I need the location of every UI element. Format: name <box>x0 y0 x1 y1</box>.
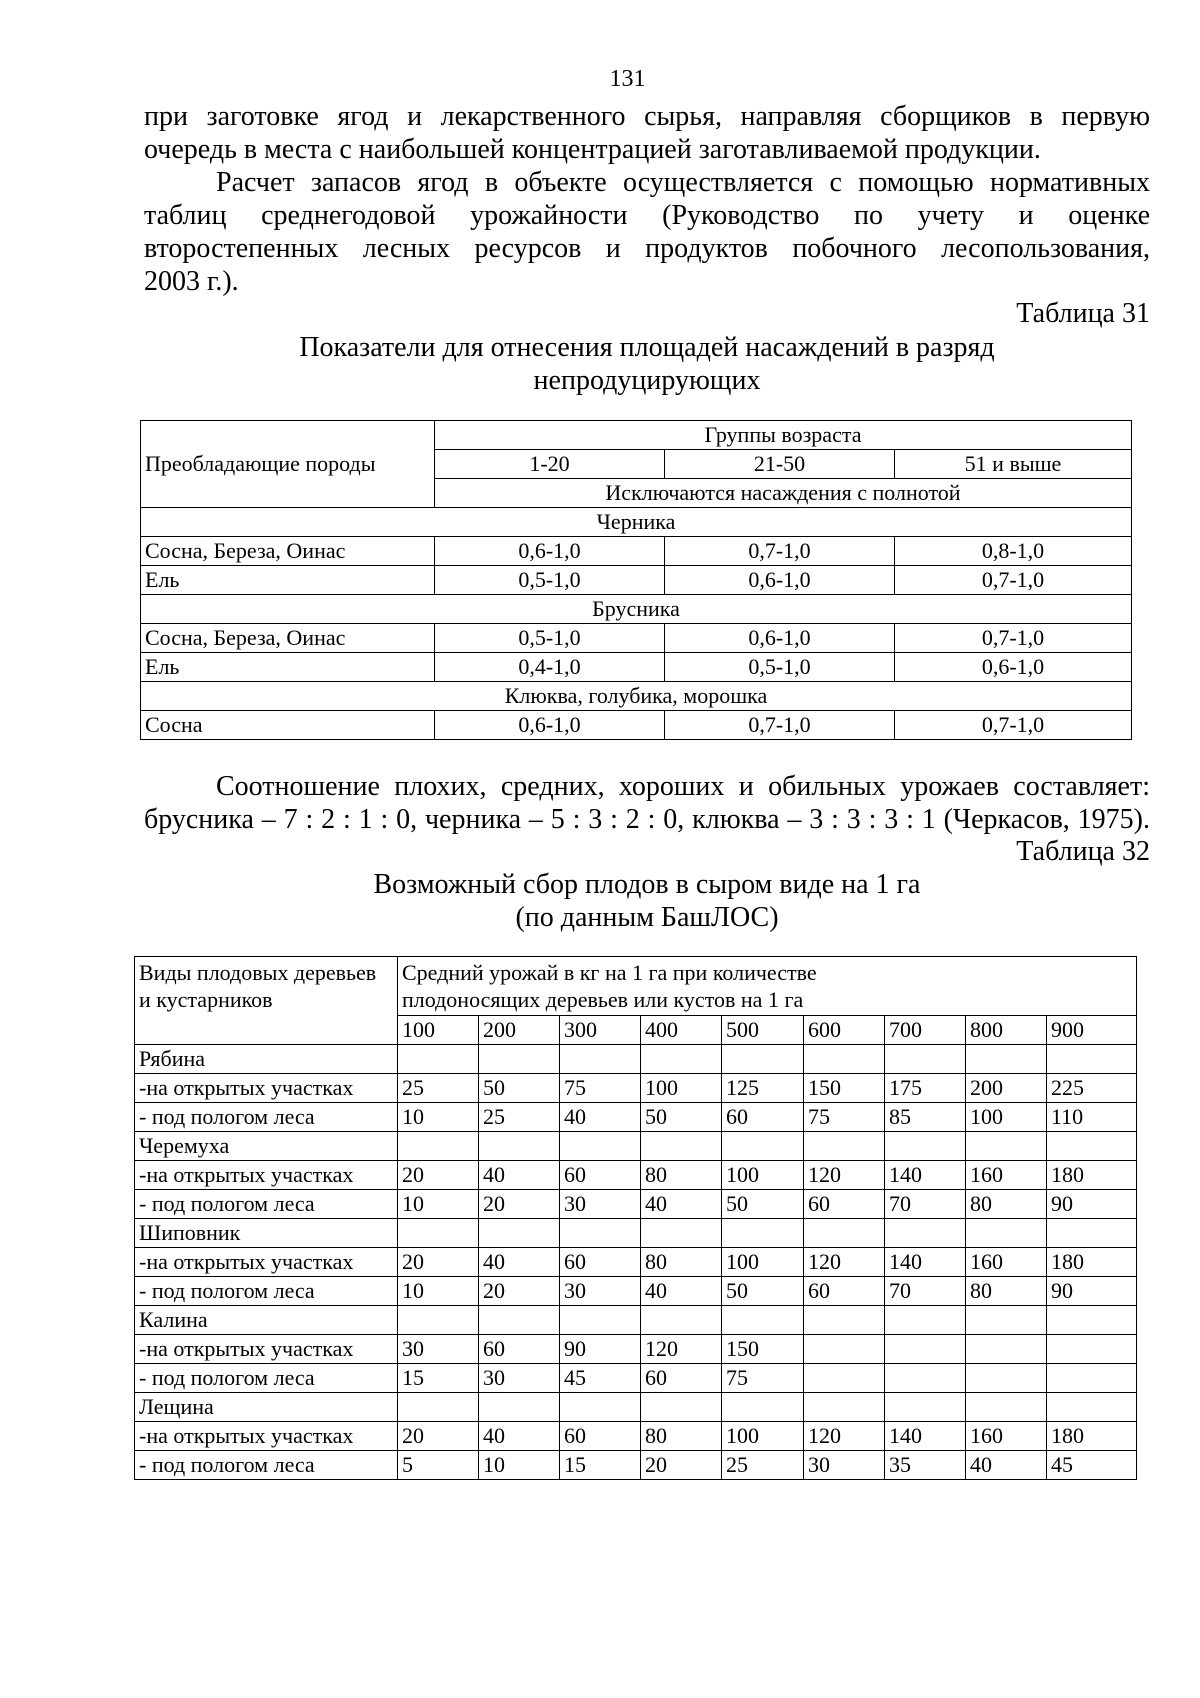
section-header: Брусника <box>141 595 1132 624</box>
species-cell: Сосна, Береза, Оинас <box>141 537 435 566</box>
value-cell: 140 <box>885 1248 966 1277</box>
value-cell <box>804 1335 885 1364</box>
value-cell: 100 <box>966 1103 1047 1132</box>
value-cell <box>1047 1364 1137 1393</box>
value-cell: 100 <box>641 1074 722 1103</box>
table-row <box>135 1074 1137 1103</box>
age-group-header: 21-50 <box>665 450 895 479</box>
age-group-header: 1-20 <box>435 450 665 479</box>
sub-header: Исключаются насаждения с полнотой <box>435 479 1132 508</box>
group-header: Группы возраста <box>435 421 1132 450</box>
value-cell: 10 <box>398 1190 479 1219</box>
empty-cell <box>641 1132 722 1161</box>
empty-cell <box>560 1219 641 1248</box>
count-header: 400 <box>641 1016 722 1045</box>
paragraph-3-line: Соотношение плохих, средних, хороших и обильных урожаев составляет: <box>216 771 1150 802</box>
value-cell <box>1047 1335 1137 1364</box>
value-cell: 75 <box>722 1364 804 1393</box>
value-cell: 30 <box>479 1364 560 1393</box>
table-row <box>135 1161 1137 1190</box>
plant-name-cell: Лещина <box>135 1393 398 1422</box>
value-cell: 120 <box>804 1161 885 1190</box>
value-cell: 0,7-1,0 <box>895 566 1132 595</box>
empty-cell <box>885 1306 966 1335</box>
value-cell: 20 <box>398 1422 479 1451</box>
table-row <box>135 1248 1137 1277</box>
plant-row <box>135 1219 1137 1248</box>
table-32-number: Таблица 32 <box>1016 836 1150 867</box>
value-cell: 60 <box>722 1103 804 1132</box>
value-cell: 180 <box>1047 1248 1137 1277</box>
empty-cell <box>722 1306 804 1335</box>
value-cell: 60 <box>641 1364 722 1393</box>
value-cell: 60 <box>479 1335 560 1364</box>
paragraph-2-line: Расчет запасов ягод в объекте осуществляется с помощью нормативных <box>216 167 1150 198</box>
table-row <box>141 624 1132 653</box>
value-cell: 5 <box>398 1451 479 1480</box>
value-cell: 0,7-1,0 <box>665 711 895 740</box>
value-cell: 40 <box>641 1190 722 1219</box>
value-cell: 20 <box>398 1161 479 1190</box>
value-cell: 40 <box>479 1248 560 1277</box>
paragraph-2-line: таблиц среднегодовой урожайности (Руководство по учету и оценке <box>144 200 1150 231</box>
page-number: 131 <box>609 66 646 92</box>
plant-row <box>135 1045 1137 1074</box>
value-cell: 0,7-1,0 <box>895 711 1132 740</box>
condition-cell: - под пологом леса <box>135 1277 398 1306</box>
value-cell: 75 <box>560 1074 641 1103</box>
empty-cell <box>804 1306 885 1335</box>
value-cell: 60 <box>804 1277 885 1306</box>
empty-cell <box>479 1306 560 1335</box>
species-cell: Ель <box>141 653 435 682</box>
empty-cell <box>1047 1045 1137 1074</box>
value-cell: 15 <box>560 1451 641 1480</box>
table-row <box>141 711 1132 740</box>
value-cell: 60 <box>560 1248 641 1277</box>
empty-cell <box>966 1306 1047 1335</box>
paragraph-3-line: брусника – 7 : 2 : 1 : 0, черника – 5 : 3 : 2 : 0, клюква – 3 : 3 : 3 : 1 (Черкасов, 1975). <box>144 804 1150 835</box>
value-cell: 50 <box>479 1074 560 1103</box>
value-cell: 40 <box>479 1422 560 1451</box>
value-cell: 200 <box>966 1074 1047 1103</box>
value-cell: 175 <box>885 1074 966 1103</box>
section-row <box>141 508 1132 537</box>
value-cell: 0,8-1,0 <box>895 537 1132 566</box>
value-cell: 140 <box>885 1422 966 1451</box>
empty-cell <box>804 1045 885 1074</box>
table-31-title <box>144 331 1150 397</box>
empty-cell <box>398 1045 479 1074</box>
value-cell: 40 <box>966 1451 1047 1480</box>
value-cell: 160 <box>966 1248 1047 1277</box>
value-cell <box>885 1364 966 1393</box>
empty-cell <box>560 1132 641 1161</box>
plant-name-cell: Шиповник <box>135 1219 398 1248</box>
value-cell: 40 <box>479 1161 560 1190</box>
value-cell: 0,6-1,0 <box>895 653 1132 682</box>
value-cell: 40 <box>560 1103 641 1132</box>
table-32 <box>134 956 1137 1480</box>
column-header: Преобладающие породы <box>141 421 435 508</box>
value-cell: 0,4-1,0 <box>435 653 665 682</box>
value-cell: 75 <box>804 1103 885 1132</box>
value-cell: 40 <box>641 1277 722 1306</box>
table-row <box>141 537 1132 566</box>
empty-cell <box>885 1393 966 1422</box>
empty-cell <box>722 1219 804 1248</box>
section-row <box>141 682 1132 711</box>
value-cell: 20 <box>479 1190 560 1219</box>
value-cell: 0,5-1,0 <box>435 566 665 595</box>
empty-cell <box>966 1219 1047 1248</box>
section-header: Черника <box>141 508 1132 537</box>
value-cell: 120 <box>804 1248 885 1277</box>
empty-cell <box>560 1306 641 1335</box>
value-cell: 30 <box>804 1451 885 1480</box>
value-cell: 225 <box>1047 1074 1137 1103</box>
empty-cell <box>641 1393 722 1422</box>
empty-cell <box>560 1393 641 1422</box>
value-cell: 80 <box>641 1422 722 1451</box>
value-cell: 180 <box>1047 1161 1137 1190</box>
plant-row <box>135 1306 1137 1335</box>
table-31-number: Таблица 31 <box>1016 298 1150 329</box>
empty-cell <box>966 1045 1047 1074</box>
value-cell <box>804 1364 885 1393</box>
value-cell: 50 <box>722 1277 804 1306</box>
empty-cell <box>560 1045 641 1074</box>
column-header: Виды плодовых деревьев и кустарников <box>135 957 398 1045</box>
count-header: 900 <box>1047 1016 1137 1045</box>
plant-name-cell: Калина <box>135 1306 398 1335</box>
table-31 <box>140 420 1132 740</box>
value-cell: 70 <box>885 1190 966 1219</box>
value-cell: 10 <box>398 1277 479 1306</box>
value-cell: 30 <box>560 1190 641 1219</box>
value-cell: 100 <box>722 1161 804 1190</box>
empty-cell <box>641 1306 722 1335</box>
condition-cell: - под пологом леса <box>135 1103 398 1132</box>
count-header: 200 <box>479 1016 560 1045</box>
group-header: Средний урожай в кг на 1 га при количестве плодоносящих деревьев или кустов на 1 га <box>398 957 1137 1016</box>
value-cell: 30 <box>560 1277 641 1306</box>
paragraph-1-line: при заготовке ягод и лекарственного сырья, направляя сборщиков в первую <box>144 101 1150 132</box>
paragraph-1-line: очередь в места с наибольшей концентрацией заготавливаемой продукции. <box>144 134 1041 165</box>
condition-cell: -на открытых участках <box>135 1335 398 1364</box>
empty-cell <box>641 1219 722 1248</box>
table-32-title <box>144 868 1150 934</box>
empty-cell <box>1047 1132 1137 1161</box>
count-header: 300 <box>560 1016 641 1045</box>
value-cell: 100 <box>722 1422 804 1451</box>
empty-cell <box>804 1393 885 1422</box>
empty-cell <box>479 1219 560 1248</box>
table-row <box>135 1335 1137 1364</box>
paragraph-2-line: второстепенных лесных ресурсов и продуктов побочного лесопользования, <box>144 233 1150 264</box>
value-cell: 20 <box>641 1451 722 1480</box>
value-cell: 0,5-1,0 <box>435 624 665 653</box>
value-cell: 60 <box>804 1190 885 1219</box>
value-cell: 35 <box>885 1451 966 1480</box>
empty-cell <box>722 1132 804 1161</box>
value-cell: 100 <box>722 1248 804 1277</box>
value-cell: 60 <box>560 1422 641 1451</box>
empty-cell <box>398 1306 479 1335</box>
empty-cell <box>722 1045 804 1074</box>
value-cell: 45 <box>560 1364 641 1393</box>
empty-cell <box>479 1045 560 1074</box>
table-row <box>135 1277 1137 1306</box>
table-row <box>135 1364 1137 1393</box>
value-cell <box>885 1335 966 1364</box>
empty-cell <box>398 1219 479 1248</box>
empty-cell <box>885 1132 966 1161</box>
empty-cell <box>804 1219 885 1248</box>
paragraph-2-line: 2003 г.). <box>144 266 239 297</box>
value-cell: 20 <box>479 1277 560 1306</box>
empty-cell <box>804 1132 885 1161</box>
plant-name-cell: Черемуха <box>135 1132 398 1161</box>
value-cell: 0,6-1,0 <box>665 624 895 653</box>
value-cell: 0,6-1,0 <box>435 711 665 740</box>
value-cell: 85 <box>885 1103 966 1132</box>
count-header: 700 <box>885 1016 966 1045</box>
table-row <box>135 1190 1137 1219</box>
value-cell: 90 <box>1047 1190 1137 1219</box>
paragraph-2 <box>144 166 1150 298</box>
value-cell: 0,7-1,0 <box>895 624 1132 653</box>
condition-cell: -на открытых участках <box>135 1248 398 1277</box>
age-group-header: 51 и выше <box>895 450 1132 479</box>
value-cell: 0,6-1,0 <box>435 537 665 566</box>
value-cell: 150 <box>722 1335 804 1364</box>
value-cell: 80 <box>641 1248 722 1277</box>
empty-cell <box>1047 1306 1137 1335</box>
condition-cell: - под пологом леса <box>135 1364 398 1393</box>
value-cell: 50 <box>641 1103 722 1132</box>
value-cell: 10 <box>479 1451 560 1480</box>
table-row <box>135 1422 1137 1451</box>
value-cell: 160 <box>966 1161 1047 1190</box>
value-cell: 0,5-1,0 <box>665 653 895 682</box>
value-cell: 80 <box>966 1277 1047 1306</box>
value-cell: 25 <box>479 1103 560 1132</box>
value-cell: 80 <box>966 1190 1047 1219</box>
table-row <box>135 1451 1137 1480</box>
paragraph-3 <box>144 770 1150 836</box>
condition-cell: - под пологом леса <box>135 1451 398 1480</box>
empty-cell <box>398 1393 479 1422</box>
value-cell: 10 <box>398 1103 479 1132</box>
condition-cell: - под пологом леса <box>135 1190 398 1219</box>
value-cell: 0,6-1,0 <box>665 566 895 595</box>
value-cell: 150 <box>804 1074 885 1103</box>
empty-cell <box>398 1132 479 1161</box>
empty-cell <box>1047 1219 1137 1248</box>
table-32-title-line: Возможный сбор плодов в сыром виде на 1 га <box>373 869 921 900</box>
value-cell: 90 <box>560 1335 641 1364</box>
table-row <box>141 566 1132 595</box>
table-header-row <box>135 957 1137 1016</box>
empty-cell <box>479 1393 560 1422</box>
empty-cell <box>479 1132 560 1161</box>
species-cell: Сосна, Береза, Оинас <box>141 624 435 653</box>
table-31-title-line: непродуцирующих <box>533 365 761 396</box>
value-cell: 50 <box>722 1190 804 1219</box>
count-header: 500 <box>722 1016 804 1045</box>
species-cell: Сосна <box>141 711 435 740</box>
value-cell: 140 <box>885 1161 966 1190</box>
value-cell: 80 <box>641 1161 722 1190</box>
empty-cell <box>885 1219 966 1248</box>
value-cell: 160 <box>966 1422 1047 1451</box>
value-cell: 60 <box>560 1161 641 1190</box>
count-header: 600 <box>804 1016 885 1045</box>
value-cell: 45 <box>1047 1451 1137 1480</box>
value-cell: 180 <box>1047 1422 1137 1451</box>
table-row <box>141 653 1132 682</box>
value-cell: 90 <box>1047 1277 1137 1306</box>
value-cell: 30 <box>398 1335 479 1364</box>
value-cell: 15 <box>398 1364 479 1393</box>
condition-cell: -на открытых участках <box>135 1074 398 1103</box>
empty-cell <box>966 1393 1047 1422</box>
value-cell: 25 <box>722 1451 804 1480</box>
count-header: 100 <box>398 1016 479 1045</box>
paragraph-1 <box>144 100 1150 166</box>
value-cell: 25 <box>398 1074 479 1103</box>
count-header: 800 <box>966 1016 1047 1045</box>
value-cell: 20 <box>398 1248 479 1277</box>
condition-cell: -на открытых участках <box>135 1422 398 1451</box>
value-cell <box>966 1335 1047 1364</box>
value-cell: 0,7-1,0 <box>665 537 895 566</box>
empty-cell <box>966 1132 1047 1161</box>
table-31-title-line: Показатели для отнесения площадей насаждений в разряд <box>299 332 995 363</box>
value-cell: 70 <box>885 1277 966 1306</box>
species-cell: Ель <box>141 566 435 595</box>
empty-cell <box>722 1393 804 1422</box>
value-cell <box>966 1364 1047 1393</box>
empty-cell <box>1047 1393 1137 1422</box>
value-cell: 110 <box>1047 1103 1137 1132</box>
table-row <box>135 1103 1137 1132</box>
section-row <box>141 595 1132 624</box>
value-cell: 125 <box>722 1074 804 1103</box>
plant-name-cell: Рябина <box>135 1045 398 1074</box>
table-header-row <box>141 421 1132 450</box>
section-header: Клюква, голубика, морошка <box>141 682 1132 711</box>
plant-row <box>135 1393 1137 1422</box>
empty-cell <box>641 1045 722 1074</box>
table-32-title-line: (по данным БашЛОС) <box>515 902 779 933</box>
plant-row <box>135 1132 1137 1161</box>
value-cell: 120 <box>641 1335 722 1364</box>
condition-cell: -на открытых участках <box>135 1161 398 1190</box>
value-cell: 120 <box>804 1422 885 1451</box>
empty-cell <box>885 1045 966 1074</box>
